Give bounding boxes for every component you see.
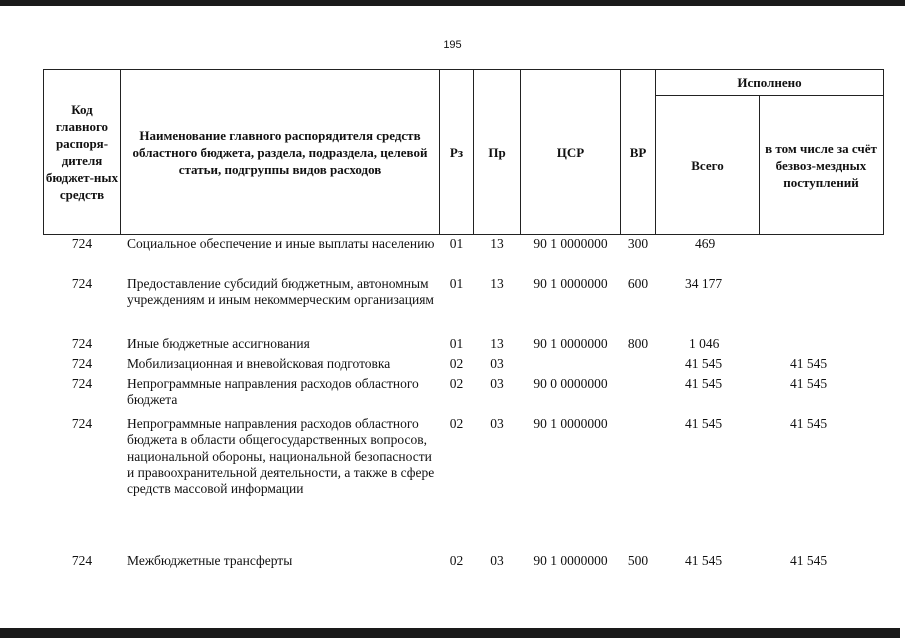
cell-vr: 600 bbox=[627, 276, 649, 291]
cell-vr: 800 bbox=[627, 336, 649, 351]
cell-pr: 13 bbox=[490, 236, 504, 251]
cell-name: Непрограммные направления расходов областного бюджета в области общегосударственных вопросов, национальной обороны, национальной безопасности и правоохранительной деятельности, а также в сфере средств массовой информации bbox=[127, 416, 435, 497]
cell-pr: 13 bbox=[490, 336, 504, 351]
cell-csr: 90 1 0000000 bbox=[533, 276, 608, 291]
cell-pr: 03 bbox=[490, 356, 504, 371]
cell-code: 724 bbox=[71, 416, 93, 431]
header-incl-free: в том числе за счёт безвоз-мездных поступлений bbox=[765, 140, 877, 190]
cell-vr: 300 bbox=[627, 236, 649, 251]
cell-pr: 03 bbox=[490, 376, 504, 391]
cell-rz: 01 bbox=[449, 276, 464, 291]
header-rz: Рз bbox=[449, 144, 464, 160]
cell-total: 41 545 bbox=[685, 356, 723, 371]
cell-total: 469 bbox=[695, 236, 716, 251]
header-csr: ЦСР bbox=[556, 144, 585, 160]
cell-total: 34 177 bbox=[685, 276, 723, 291]
cell-code: 724 bbox=[71, 553, 93, 568]
header-total: Всего bbox=[691, 157, 724, 173]
cell-free: 41 545 bbox=[790, 553, 828, 568]
page-number: 195 bbox=[443, 39, 462, 51]
cell-name: Мобилизационная и вневойсковая подготовка bbox=[127, 356, 391, 371]
cell-csr: 90 1 0000000 bbox=[533, 553, 608, 568]
cell-free: 41 545 bbox=[790, 416, 828, 431]
cell-pr: 03 bbox=[490, 553, 504, 568]
header-name: Наименование главного распорядителя средств областного бюджета, раздела, подраздела, целевой статьи, подгруппы видов расходов bbox=[132, 127, 428, 177]
header-code: Код главного распоря-дителя бюджет-ных средств bbox=[45, 102, 119, 202]
cell-csr: 90 1 0000000 bbox=[533, 416, 608, 431]
cell-name: Социальное обеспечение и иные выплаты населению bbox=[127, 236, 435, 251]
cell-pr: 13 bbox=[490, 276, 504, 291]
cell-csr: 90 1 0000000 bbox=[533, 336, 608, 351]
scan-bottom-border bbox=[0, 628, 900, 638]
cell-code: 724 bbox=[71, 236, 93, 251]
header-vr: ВР bbox=[629, 144, 647, 160]
header-bottom-border bbox=[43, 234, 883, 235]
column-divider bbox=[759, 95, 760, 235]
cell-code: 724 bbox=[71, 376, 93, 391]
cell-total: 1 046 bbox=[689, 336, 720, 351]
cell-name: Иные бюджетные ассигнования bbox=[127, 336, 310, 351]
cell-name: Межбюджетные трансферты bbox=[127, 553, 293, 568]
cell-free: 41 545 bbox=[790, 356, 828, 371]
cell-csr: 90 0 0000000 bbox=[533, 376, 608, 391]
cell-rz: 01 bbox=[449, 236, 464, 251]
cell-pr: 03 bbox=[490, 416, 504, 431]
cell-free: 41 545 bbox=[790, 376, 828, 391]
cell-rz: 02 bbox=[449, 376, 464, 391]
cell-code: 724 bbox=[71, 336, 93, 351]
scan-top-border bbox=[0, 0, 905, 6]
cell-total: 41 545 bbox=[685, 416, 723, 431]
cell-csr: 90 1 0000000 bbox=[533, 236, 608, 251]
cell-total: 41 545 bbox=[685, 553, 723, 568]
cell-rz: 02 bbox=[449, 356, 464, 371]
cell-name: Непрограммные направления расходов областного бюджета bbox=[127, 376, 419, 408]
cell-code: 724 bbox=[71, 356, 93, 371]
cell-total: 41 545 bbox=[685, 376, 723, 391]
header-executed: Исполнено bbox=[737, 75, 802, 90]
cell-vr: 500 bbox=[627, 553, 649, 568]
table-right-border bbox=[883, 69, 884, 235]
cell-rz: 02 bbox=[449, 416, 464, 431]
cell-rz: 02 bbox=[449, 553, 464, 568]
cell-name: Предоставление субсидий бюджетным, автономным учреждениям и иным некоммерческим организациям bbox=[127, 276, 434, 308]
cell-rz: 01 bbox=[449, 336, 464, 351]
header-pr: Пр bbox=[488, 144, 506, 160]
cell-code: 724 bbox=[71, 276, 93, 291]
column-divider bbox=[120, 69, 121, 235]
